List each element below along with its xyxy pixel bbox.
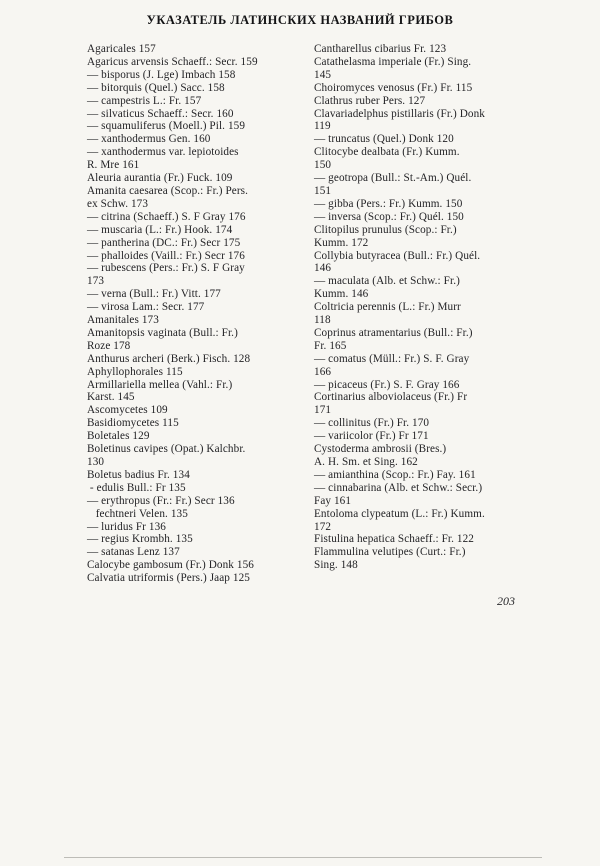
page-title: УКАЗАТЕЛЬ ЛАТИНСКИХ НАЗВАНИЙ ГРИБОВ bbox=[146, 13, 454, 27]
index-line: Ascomycetes 109 bbox=[87, 404, 168, 417]
index-line: — phalloides (Vaill.: Fr.) Secr 176 bbox=[87, 249, 245, 262]
index-line: 130 bbox=[87, 456, 105, 468]
index-columns bbox=[87, 43, 530, 585]
index-line: Cantharellus cibarius Fr. 123 bbox=[314, 43, 447, 55]
index-line: Clavariadelphus pistillaris (Fr.) Donk bbox=[314, 107, 485, 120]
index-line: Anthurus archeri (Berk.) Fisch. 128 bbox=[87, 352, 251, 365]
index-line: Collybia butyracea (Bull.: Fr.) Quél. bbox=[314, 249, 481, 262]
index-line: — verna (Bull.: Fr.) Vitt. 177 bbox=[87, 288, 221, 301]
index-line: — maculata (Alb. et Schw.: Fr.) bbox=[314, 275, 460, 288]
index-line: — variicolor (Fr.) Fr 171 bbox=[314, 430, 429, 443]
index-line: ex Schw. 173 bbox=[87, 197, 149, 210]
index-line: Kumm. 146 bbox=[314, 288, 369, 301]
scan-edge-line bbox=[64, 857, 542, 858]
index-line: 145 bbox=[314, 68, 332, 81]
index-line: Amanitales 173 bbox=[87, 314, 159, 327]
index-line: Coprinus atramentarius (Bull.: Fr.) bbox=[314, 326, 473, 339]
index-line: — picaceus (Fr.) S. F. Gray 166 bbox=[314, 378, 460, 391]
index-line: Fay 161 bbox=[314, 494, 352, 507]
index-line: — pantherina (DC.: Fr.) Secr 175 bbox=[87, 236, 241, 249]
index-line: Armillariella mellea (Vahl.: Fr.) bbox=[87, 378, 233, 391]
index-line: Calocybe gambosum (Fr.) Donk 156 bbox=[87, 559, 254, 572]
index-line: Boletinus cavipes (Opat.) Kalchbr. bbox=[87, 443, 246, 456]
index-line: — collinitus (Fr.) Fr. 170 bbox=[314, 417, 430, 430]
index-line: 150 bbox=[314, 159, 332, 172]
index-line: — virosa Lam.: Secr. 177 bbox=[87, 301, 205, 314]
index-line: Fistulina hepatica Schaeff.: Fr. 122 bbox=[314, 533, 474, 546]
index-line: Coltricia perennis (L.: Fr.) Murr bbox=[314, 301, 461, 314]
index-line: Agaricales 157 bbox=[87, 43, 156, 55]
index-line: Agaricus arvensis Schaeff.: Secr. 159 bbox=[87, 55, 258, 68]
index-line: Clathrus ruber Pers. 127 bbox=[314, 94, 426, 107]
index-line: — geotropa (Bull.: St.-Am.) Quél. bbox=[314, 172, 472, 185]
index-line: — bitorquis (Quel.) Sacc. 158 bbox=[87, 81, 225, 94]
index-line: Kumm. 172 bbox=[314, 236, 369, 249]
index-line: Roze 178 bbox=[87, 339, 131, 352]
index-line: — silvaticus Schaeff.: Secr. 160 bbox=[87, 107, 234, 120]
index-line: fechtneri Velen. 135 bbox=[87, 507, 188, 520]
index-column-left bbox=[87, 43, 303, 585]
index-line: Catathelasma imperiale (Fr.) Sing. bbox=[314, 55, 472, 68]
index-line: — comatus (Müll.: Fr.) S. F. Gray bbox=[314, 352, 470, 365]
index-line: — inversa (Scop.: Fr.) Quél. 150 bbox=[314, 210, 464, 223]
index-line: — erythropus (Fr.: Fr.) Secr 136 bbox=[87, 494, 235, 507]
index-column-right bbox=[314, 43, 530, 585]
index-line: — bisporus (J. Lge) Imbach 158 bbox=[87, 68, 236, 81]
index-line: — muscaria (L.: Fr.) Hook. 174 bbox=[87, 223, 233, 236]
index-line: Cystoderma ambrosii (Bres.) bbox=[314, 443, 447, 456]
index-line: Cortinarius alboviolaceus (Fr.) Fr bbox=[314, 391, 468, 404]
index-line: Fr. 165 bbox=[314, 339, 347, 352]
index-line: 166 bbox=[314, 365, 332, 378]
index-line: Choiromyces venosus (Fr.) Fr. 115 bbox=[314, 81, 473, 94]
index-line: - edulis Bull.: Fr 135 bbox=[87, 481, 186, 494]
index-line: Basidiomycetes 115 bbox=[87, 417, 179, 430]
index-line: — rubescens (Pers.: Fr.) S. F Gray bbox=[87, 262, 245, 275]
index-line: 151 bbox=[314, 184, 332, 197]
index-line: — xanthodermus Gen. 160 bbox=[87, 133, 211, 146]
index-line: Clitocybe dealbata (Fr.) Kumm. bbox=[314, 146, 460, 159]
index-line: 146 bbox=[314, 262, 332, 275]
index-line: Karst. 145 bbox=[87, 391, 135, 404]
index-line: Sing. 148 bbox=[314, 559, 358, 572]
index-line: Boletales 129 bbox=[87, 430, 150, 443]
index-line: — satanas Lenz 137 bbox=[87, 546, 180, 559]
index-line: — campestris L.: Fr. 157 bbox=[87, 94, 202, 107]
index-line: Boletus badius Fr. 134 bbox=[87, 468, 190, 481]
index-line: Calvatia utriformis (Pers.) Jaap 125 bbox=[87, 572, 250, 585]
index-line: 119 bbox=[314, 120, 331, 133]
index-line: Aphyllophorales 115 bbox=[87, 365, 183, 378]
index-line: Amanita caesarea (Scop.: Fr.) Pers. bbox=[87, 184, 249, 197]
index-line: 118 bbox=[314, 314, 331, 327]
index-line: Flammulina velutipes (Curt.: Fr.) bbox=[314, 546, 466, 559]
page-number: 203 bbox=[497, 594, 515, 608]
index-line: A. H. Sm. et Sing. 162 bbox=[314, 456, 418, 468]
index-line: — truncatus (Quel.) Donk 120 bbox=[314, 133, 454, 146]
index-line: 171 bbox=[314, 404, 332, 417]
index-line: — amianthina (Scop.: Fr.) Fay. 161 bbox=[314, 468, 476, 481]
index-line: Entoloma clypeatum (L.: Fr.) Kumm. bbox=[314, 507, 485, 520]
index-line: 172 bbox=[314, 520, 332, 533]
index-line: — citrina (Schaeff.) S. F Gray 176 bbox=[87, 210, 246, 223]
index-line: — xanthodermus var. lepiotoides bbox=[87, 146, 239, 159]
index-line: Amanitopsis vaginata (Bull.: Fr.) bbox=[87, 326, 238, 339]
index-line: — squamuliferus (Moell.) Pil. 159 bbox=[87, 120, 246, 133]
index-line: — cinnabarina (Alb. et Schw.: Secr.) bbox=[314, 481, 483, 494]
index-line: — luridus Fr 136 bbox=[87, 520, 166, 533]
index-line: Aleuria aurantia (Fr.) Fuck. 109 bbox=[87, 172, 233, 185]
index-line: R. Mre 161 bbox=[87, 159, 140, 172]
index-line: — regius Krombh. 135 bbox=[87, 533, 193, 546]
index-line: — gibba (Pers.: Fr.) Kumm. 150 bbox=[314, 197, 463, 210]
index-line: 173 bbox=[87, 275, 105, 288]
index-line: Clitopilus prunulus (Scop.: Fr.) bbox=[314, 223, 457, 236]
